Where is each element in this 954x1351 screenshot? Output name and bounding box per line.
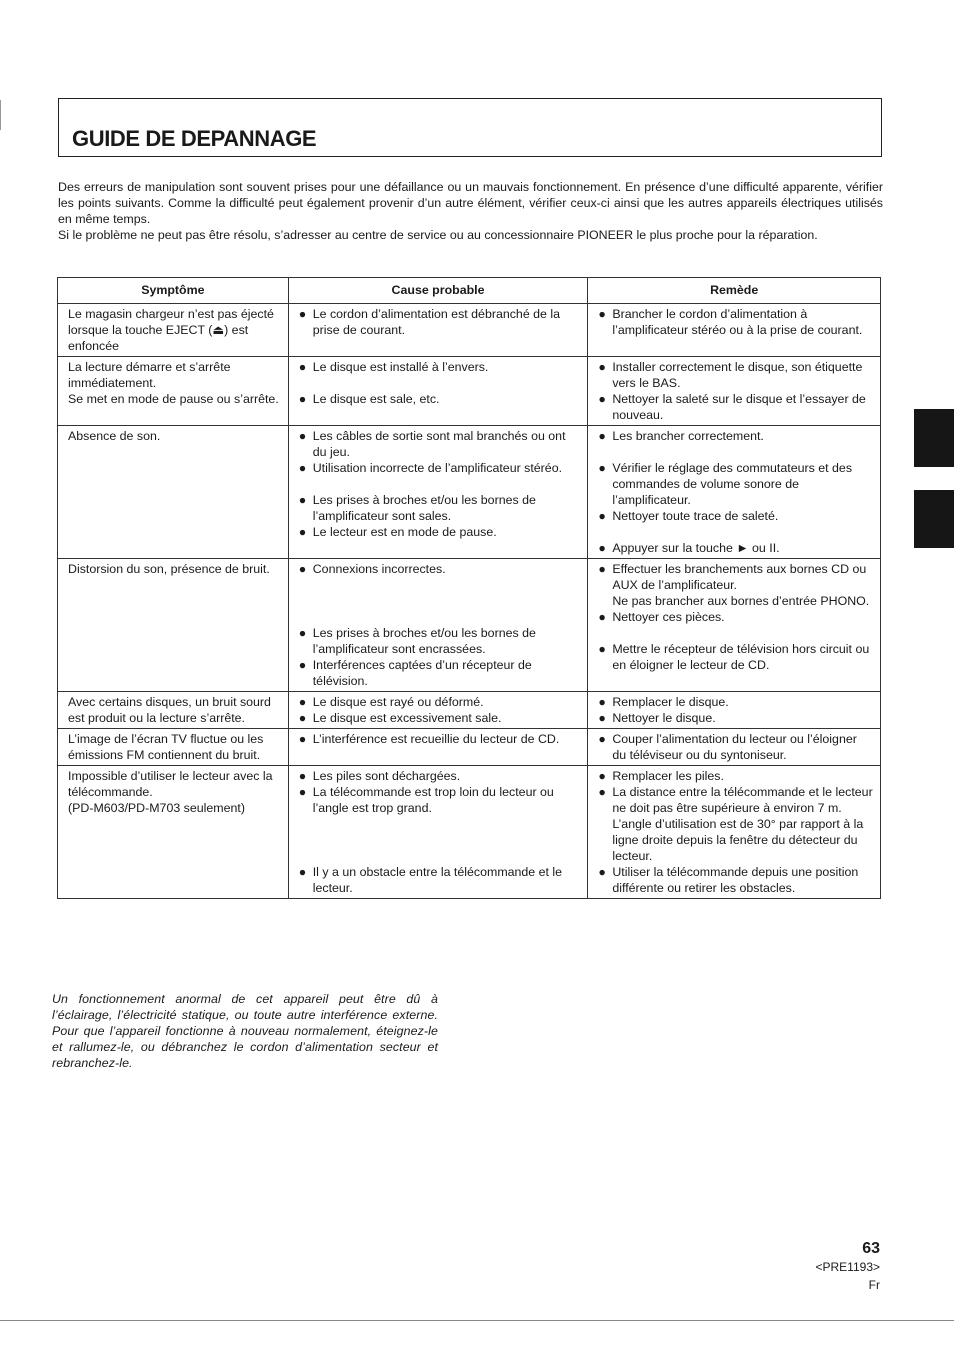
language-code: Fr xyxy=(868,1278,880,1292)
title-box xyxy=(58,98,882,157)
remedy-text: Brancher le cordon d’alimentation à l’amplificateur stéréo ou à la prise de courant. xyxy=(612,307,863,337)
remedy-cell xyxy=(588,559,881,692)
remedy-list xyxy=(598,694,874,726)
remedy-item xyxy=(598,731,874,763)
bullet-icon: ● xyxy=(298,307,307,321)
bullet-icon: ● xyxy=(298,711,307,725)
cause-text: Le disque est installé à l’envers. xyxy=(312,360,489,374)
cause-text: Les prises à broches et/ou les bornes de l’amplificateur sont encrassées. xyxy=(312,626,536,656)
remedy-item xyxy=(598,864,874,896)
remedy-item xyxy=(598,784,874,816)
bullet-icon: ● xyxy=(598,360,606,374)
remedy-text: La distance entre la télécommande et le lecteur ne doit pas être supérieure à environ 7 m. xyxy=(612,785,873,815)
table-row xyxy=(58,426,881,559)
section-tab-mark xyxy=(914,409,954,467)
bullet-icon: ● xyxy=(598,732,606,746)
cause-item xyxy=(299,710,582,726)
remedy-cell xyxy=(588,357,881,426)
header-cause: Cause probable xyxy=(288,278,588,304)
remedy-item xyxy=(598,306,874,338)
remedy-text: Nettoyer ces pièces. xyxy=(612,610,725,624)
cause-text: Le cordon d’alimentation est débranché de la prise de courant. xyxy=(312,307,561,337)
spacer xyxy=(299,832,582,848)
remedy-cell xyxy=(588,766,881,899)
header-symptom: Symptôme xyxy=(58,278,289,304)
bullet-icon: ● xyxy=(598,865,606,879)
remedy-list xyxy=(598,731,874,763)
remedy-continuation: Ne pas brancher aux bornes d’entrée PHONO. xyxy=(612,594,870,608)
bullet-icon: ● xyxy=(298,562,307,576)
symptom-cell xyxy=(58,729,289,766)
bullet-icon: ● xyxy=(298,525,307,539)
document-code: <PRE1193> xyxy=(815,1260,880,1274)
cause-item xyxy=(299,524,582,540)
cause-text: Connexions incorrectes. xyxy=(312,562,446,576)
symptom-text: Se met en mode de pause ou s’arrête. xyxy=(68,392,279,406)
cause-list xyxy=(299,731,582,747)
remedy-item xyxy=(598,609,874,625)
symptom-cell xyxy=(58,766,289,899)
cause-text: La télécommande est trop loin du lecteur ou l’angle est trop grand. xyxy=(312,785,554,815)
symptom-text: La lecture démarre et s’arrête immédiatement. xyxy=(68,360,231,390)
spacer xyxy=(299,816,582,832)
spacer xyxy=(299,375,582,391)
bullet-icon: ● xyxy=(598,392,606,406)
remedy-item xyxy=(598,460,874,508)
remedy-item xyxy=(598,508,874,524)
intro-paragraph-2: Si le problème ne peut pas être résolu, s’adresser au centre de service ou au concessionnaire PIONEER le plus proche pour la réparation. xyxy=(58,228,818,242)
bullet-icon: ● xyxy=(598,785,606,799)
cause-item xyxy=(299,784,582,816)
symptom-cell xyxy=(58,426,289,559)
symptom-text: Absence de son. xyxy=(68,429,161,443)
bullet-icon: ● xyxy=(598,461,606,475)
cause-list xyxy=(299,428,582,540)
bullet-icon: ● xyxy=(298,360,307,374)
bullet-icon: ● xyxy=(298,429,307,443)
cause-item xyxy=(299,492,582,524)
remedy-list xyxy=(598,561,874,673)
bullet-icon: ● xyxy=(598,695,606,709)
troubleshooting-table xyxy=(57,277,881,899)
bullet-icon: ● xyxy=(598,307,606,321)
bullet-icon: ● xyxy=(298,769,307,783)
bullet-icon: ● xyxy=(298,695,307,709)
symptom-text: Avec certains disques, un bruit sourd est produit ou la lecture s’arrête. xyxy=(68,695,271,725)
bullet-icon: ● xyxy=(598,562,606,576)
page-number: 63 xyxy=(862,1240,880,1257)
cause-item xyxy=(299,561,582,577)
cause-text: Les piles sont déchargées. xyxy=(312,769,461,783)
spacer xyxy=(299,593,582,609)
cause-item xyxy=(299,428,582,460)
cause-item xyxy=(299,460,582,476)
bullet-icon: ● xyxy=(598,769,606,783)
bullet-icon: ● xyxy=(598,711,606,725)
bottom-rule xyxy=(0,1320,954,1321)
cause-list xyxy=(299,306,582,338)
remedy-item xyxy=(598,641,874,673)
remedy-item xyxy=(598,359,874,391)
symptom-text: (PD-M603/PD-M703 seulement) xyxy=(68,801,245,815)
remedy-text: Couper l’alimentation du lecteur ou l’éloigner du téléviseur ou du syntoniseur. xyxy=(612,732,857,762)
remedy-item xyxy=(598,710,874,726)
remedy-continuation: L’angle d’utilisation est de 30° par rapport à la ligne droite depuis la fenêtre du détecteur du lecteur. xyxy=(612,817,864,863)
cause-list xyxy=(299,561,582,689)
remedy-text: Vérifier le réglage des commutateurs et des commandes de volume sonore de l’amplificateur. xyxy=(612,461,853,507)
cause-item xyxy=(299,359,582,375)
cause-text: Les câbles de sortie sont mal branchés ou ont du jeu. xyxy=(312,429,566,459)
symptom-text: Distorsion du son, présence de bruit. xyxy=(68,562,270,576)
cause-cell xyxy=(288,304,588,357)
remedy-cell xyxy=(588,692,881,729)
symptom-cell xyxy=(58,357,289,426)
remedy-text: Remplacer les piles. xyxy=(612,769,724,783)
cause-list xyxy=(299,694,582,726)
spacer xyxy=(598,625,874,641)
remedy-text: Utiliser la télécommande depuis une position différente ou retirer les obstacles. xyxy=(612,865,859,895)
cause-text: Utilisation incorrecte de l’amplificateur stéréo. xyxy=(312,461,563,475)
remedy-text: Mettre le récepteur de télévision hors circuit ou en éloigner le lecteur de CD. xyxy=(612,642,870,672)
cause-text: Le disque est sale, etc. xyxy=(312,392,440,406)
table-row xyxy=(58,692,881,729)
header-remedy: Remède xyxy=(588,278,881,304)
remedy-item xyxy=(598,694,874,710)
cause-item xyxy=(299,657,582,689)
remedy-text: Nettoyer la saleté sur le disque et l’essayer de nouveau. xyxy=(612,392,866,422)
interference-note: Un fonctionnement anormal de cet appareil peut être dû à l’éclairage, l’électricité statique, ou toute autre interférence externe. Pour que l’appareil fonctionne à nouveau normalement, éteignez-le et rallumez-le, ou débranchez le cordon d’alimentation secteur et rebranchez-le. xyxy=(52,992,438,1070)
bullet-icon: ● xyxy=(598,610,606,624)
spacer xyxy=(299,476,582,492)
spacer xyxy=(299,848,582,864)
remedy-text: Appuyer sur la touche ► ou II. xyxy=(612,541,780,555)
cause-item xyxy=(299,306,582,338)
remedy-text: Installer correctement le disque, son étiquette vers le BAS. xyxy=(612,360,863,390)
intro-text xyxy=(58,179,883,243)
spacer xyxy=(299,577,582,593)
bullet-icon: ● xyxy=(598,541,606,555)
cause-text: Le disque est rayé ou déformé. xyxy=(312,695,484,709)
page-title: GUIDE DE DEPANNAGE xyxy=(72,126,317,151)
bullet-icon: ● xyxy=(298,461,307,475)
remedy-cell xyxy=(588,304,881,357)
cause-item xyxy=(299,768,582,784)
symptom-cell xyxy=(58,559,289,692)
bullet-icon: ● xyxy=(298,732,307,746)
cause-cell xyxy=(288,766,588,899)
remedy-text: Nettoyer toute trace de saleté. xyxy=(612,509,779,523)
symptom-text: Impossible d’utiliser le lecteur avec la télécommande. xyxy=(68,769,273,799)
remedy-text: Effectuer les branchements aux bornes CD ou AUX de l’amplificateur. xyxy=(612,562,867,592)
cause-cell xyxy=(288,692,588,729)
remedy-cell xyxy=(588,426,881,559)
spacer xyxy=(598,444,874,460)
remedy-text: Les brancher correctement. xyxy=(612,429,764,443)
cause-text: Le lecteur est en mode de pause. xyxy=(312,525,497,539)
remedy-list xyxy=(598,768,874,896)
symptom-cell xyxy=(58,304,289,357)
cause-text: Il y a un obstacle entre la télécommande et le lecteur. xyxy=(312,865,563,895)
remedy-item xyxy=(598,768,874,784)
cause-text: Interférences captées d’un récepteur de télévision. xyxy=(312,658,532,688)
intro-paragraph-1: Des erreurs de manipulation sont souvent prises pour une défaillance ou un mauvais fonctionnement. En présence d’une difficulté apparente, vérifier les points suivants. Comme la difficulté peut également provenir d’un autre élément, vérifier ceux-ci ainsi que les autres appareils électriques utilisés en même temps. xyxy=(58,180,883,226)
symptom-text: Le magasin chargeur n’est pas éjecté lorsque la touche EJECT (⏏) est enfoncée xyxy=(68,307,274,353)
spacer xyxy=(598,524,874,540)
cause-text: L’interférence est recueillie du lecteur de CD. xyxy=(312,732,560,746)
remedy-cell xyxy=(588,729,881,766)
remedy-list xyxy=(598,306,874,338)
cause-item xyxy=(299,731,582,747)
cause-cell xyxy=(288,729,588,766)
remedy-item xyxy=(598,561,874,593)
cause-item xyxy=(299,694,582,710)
bullet-icon: ● xyxy=(598,429,606,443)
cause-item xyxy=(299,864,582,896)
table-row xyxy=(58,729,881,766)
cause-text: Les prises à broches et/ou les bornes de l’amplificateur sont sales. xyxy=(312,493,536,523)
cause-cell xyxy=(288,426,588,559)
cause-cell xyxy=(288,559,588,692)
bullet-icon: ● xyxy=(598,642,606,656)
table-row xyxy=(58,766,881,899)
table-row xyxy=(58,304,881,357)
bullet-icon: ● xyxy=(298,785,307,799)
bullet-icon: ● xyxy=(598,509,606,523)
bullet-icon: ● xyxy=(298,658,307,672)
bullet-icon: ● xyxy=(298,392,307,406)
bullet-icon: ● xyxy=(298,493,307,507)
cause-cell xyxy=(288,357,588,426)
cause-text: Le disque est excessivement sale. xyxy=(312,711,502,725)
table-header-row xyxy=(58,278,881,304)
remedy-item xyxy=(598,428,874,444)
spacer xyxy=(299,609,582,625)
table-row xyxy=(58,559,881,692)
symptom-cell xyxy=(58,692,289,729)
cause-item xyxy=(299,625,582,657)
bullet-icon: ● xyxy=(298,626,307,640)
remedy-item xyxy=(598,391,874,423)
scan-edge-mark xyxy=(0,100,1,130)
remedy-text: Remplacer le disque. xyxy=(612,695,729,709)
table-row xyxy=(58,357,881,426)
cause-item xyxy=(299,391,582,407)
remedy-list xyxy=(598,428,874,556)
symptom-text: L’image de l’écran TV fluctue ou les émissions FM contiennent du bruit. xyxy=(68,732,264,762)
section-tab-mark xyxy=(914,490,954,548)
bullet-icon: ● xyxy=(298,865,307,879)
remedy-list xyxy=(598,359,874,423)
cause-list xyxy=(299,359,582,407)
remedy-text: Nettoyer le disque. xyxy=(612,711,716,725)
remedy-item xyxy=(598,540,874,556)
cause-list xyxy=(299,768,582,896)
